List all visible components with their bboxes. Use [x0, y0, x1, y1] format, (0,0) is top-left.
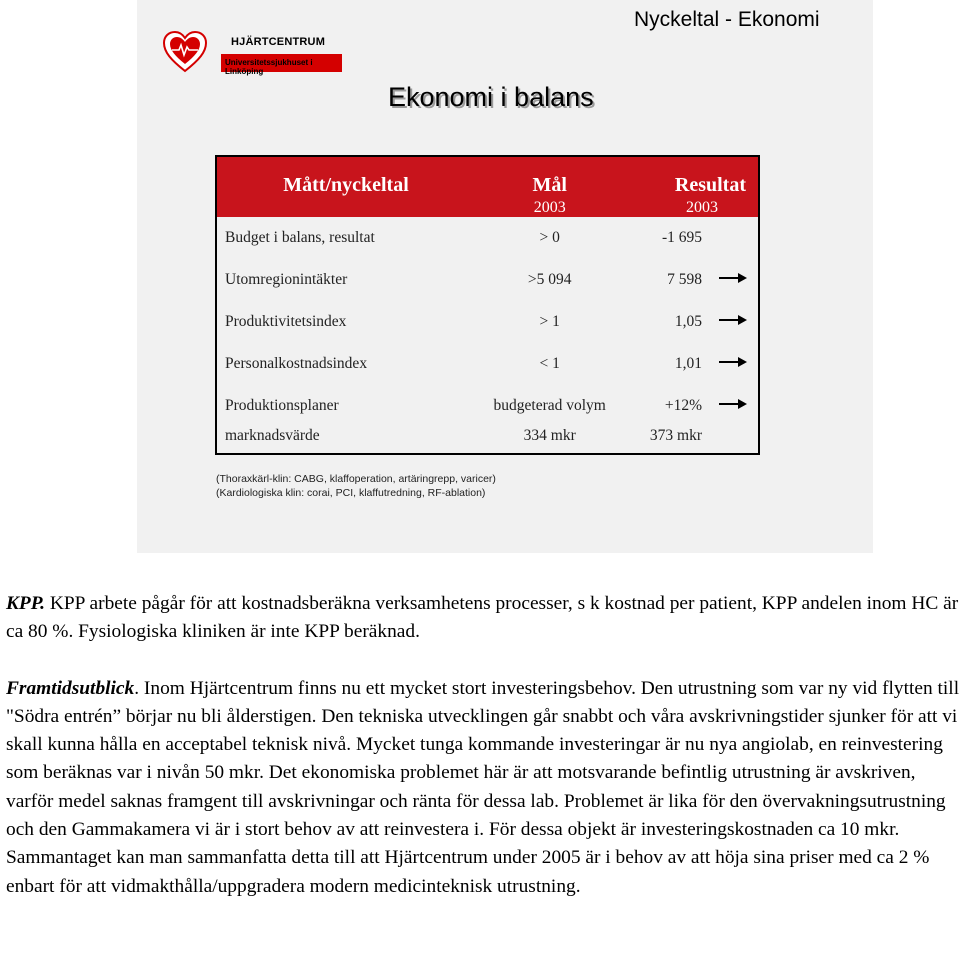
kpi-metric: marknadsvärde [216, 427, 475, 454]
kpi-result: +12% [664, 397, 702, 414]
outlook-text: . Inom Hjärtcentrum finns nu ett mycket stort investeringsbehov. Den utrustning som var ny vid flytten till "Södra entrén” börjar nu bli ålderstigen. Den tekniska utvecklingen går snabbt och våra avskrivningstider sjunker för att vi skall kunna hålla en acceptabel teknisk nivå. Mycket tunga kommande investeringar är nu nya angiolab, en reinvestering som beräknas var i nivån 50 mkr. Det ekonomiska problemet här är att motsvarande befintlig utrustning är avskriven, varför medel saknas framgent till avskrivningar och ränta för dessa lab. Problemet är lika för den övervakningsutrustning och den Gammakamera vi är i stort behov av att reinvestera i. För dessa objekt är investeringskostnaden ca 10 mkr. Sammantaget kan man sammanfatta detta till att Hjärtcentrum under 2005 är i behov av att höja sina priser med ca 2 % enbart för att vidmakthålla/uppgradera modern medicinteknisk utrustning. [6, 677, 960, 897]
kpp-label: KPP. [6, 593, 45, 614]
arrow-right-icon [718, 271, 748, 285]
header-goal: Mål 2003 [475, 156, 624, 217]
kpi-table [215, 155, 760, 455]
kpi-result: -1 695 [661, 229, 702, 246]
kpi-row [216, 217, 759, 259]
kpi-metric: Personalkostnadsindex [225, 355, 368, 372]
hjartcentrum-logo [155, 20, 342, 78]
kpi-row [216, 343, 759, 385]
kpp-paragraph [6, 590, 960, 647]
header-result: Resultat 2003 [624, 156, 759, 217]
kpi-result: 373 mkr [649, 427, 702, 444]
kpi-result: 7 598 [667, 271, 702, 288]
note-kardiologi: (Kardiologiska klin: corai, PCI, klaffutredning, RF-ablation) [216, 487, 486, 499]
outlook-paragraph [6, 675, 960, 901]
kpi-header-row [216, 156, 759, 217]
kpi-result-cell [624, 217, 759, 259]
logo-name: HJÄRTCENTRUM [231, 36, 326, 48]
arrow-right-icon [718, 355, 748, 369]
kpi-result-cell [624, 259, 759, 301]
kpi-goal: < 1 [539, 355, 560, 372]
kpi-goal: > 0 [539, 229, 560, 246]
kpi-row [216, 259, 759, 301]
slide-category: Nyckeltal - Ekonomi [634, 8, 820, 31]
arrow-right-icon [718, 313, 748, 327]
kpi-result-cell [624, 301, 759, 343]
kpi-result-cell [624, 427, 759, 454]
outlook-label: Framtidsutblick [6, 677, 135, 699]
logo-subtitle: Universitetssjukhuset i Linköping [225, 58, 313, 76]
kpi-row [216, 427, 759, 454]
body-text [6, 590, 960, 901]
slide-title: Ekonomi i balans [388, 82, 594, 112]
header-metric: Mått/nyckeltal [216, 156, 475, 217]
kpi-result-cell [624, 343, 759, 385]
kpi-metric: Budget i balans, resultat [225, 229, 375, 246]
kpi-row [216, 301, 759, 343]
kpi-result: 1,01 [674, 355, 702, 372]
kpi-goal: 334 mkr [475, 427, 624, 454]
kpi-result: 1,05 [674, 313, 702, 330]
kpi-goal: > 1 [539, 313, 560, 330]
kpi-row [216, 385, 759, 427]
note-thoraxkarl: (Thoraxkärl-klin: CABG, klaffoperation, artäringrepp, varicer) [216, 473, 496, 485]
arrow-right-icon [718, 397, 748, 411]
heart-icon [161, 28, 209, 76]
kpi-result-cell [624, 385, 759, 427]
kpi-metric: Produktivitetsindex [225, 313, 347, 330]
kpi-metric: Produktionsplaner [225, 397, 339, 414]
kpp-text: KPP arbete pågår för att kostnadsberäkna verksamhetens processer, s k kostnad per patient, KPP andelen inom HC är ca 80 %. Fysiologiska kliniken är inte KPP beräknad. [6, 593, 959, 643]
kpi-metric: Utomregionintäkter [225, 271, 348, 288]
kpi-goal: budgeterad volym [493, 397, 606, 414]
kpi-goal: >5 094 [527, 271, 572, 288]
